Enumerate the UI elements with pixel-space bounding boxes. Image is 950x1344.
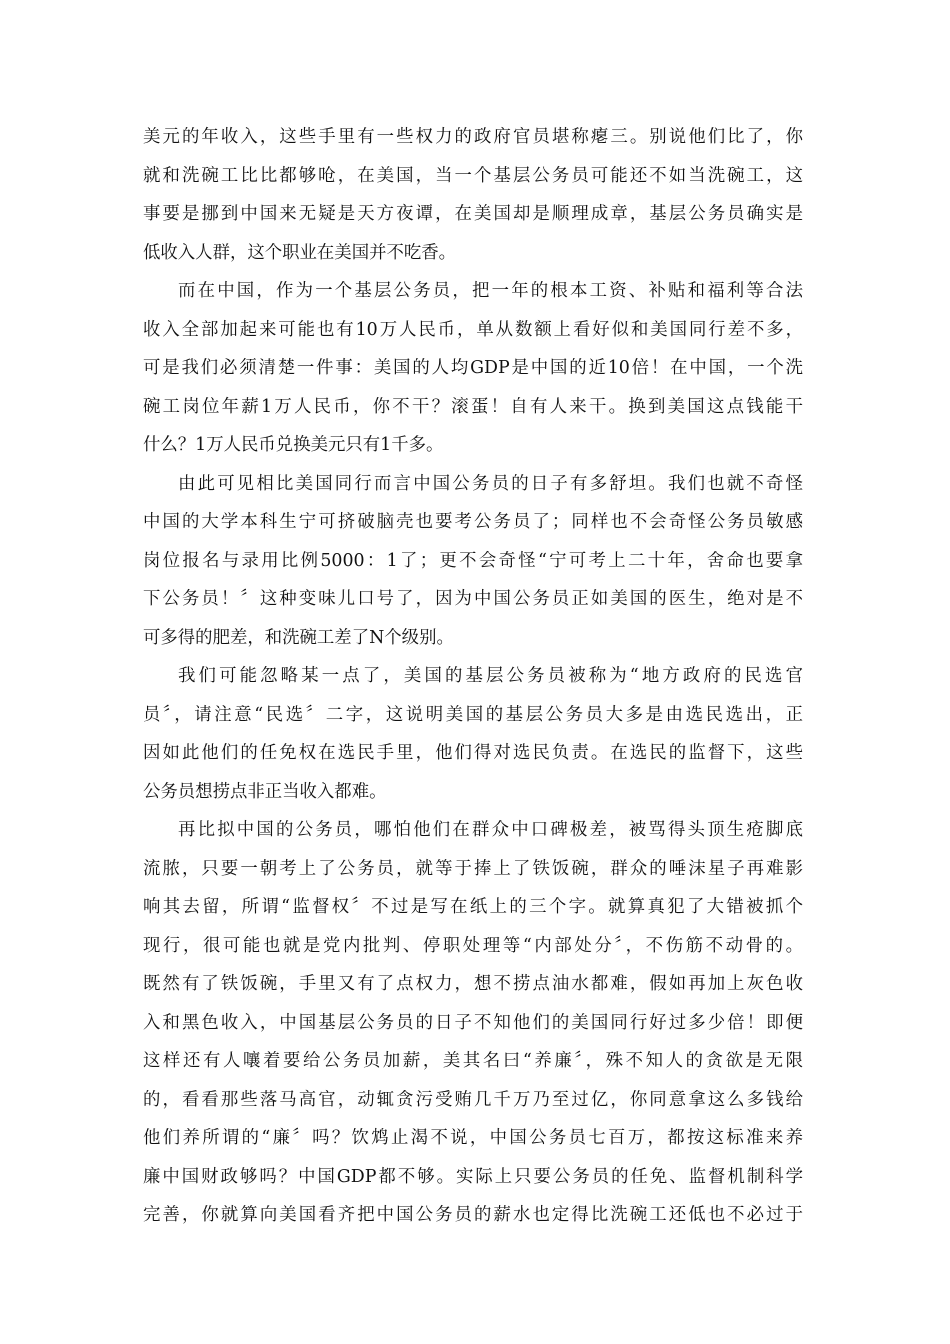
text-line: 公务员想捞点非正当收入都难。 xyxy=(143,781,387,802)
text-line: 什么？1万人民币兑换美元只有1千多。 xyxy=(143,435,444,455)
text-line: 因如此他们的任免权在选民手里，他们得对选民负责。在选民的监督下，这些 xyxy=(143,743,803,763)
paragraph-3 xyxy=(143,465,803,658)
text-line: 碗工岗位年薪1万人民币，你不干？滚蛋！自有人来干。换到美国这点钱能干 xyxy=(143,396,803,417)
text-line: 我们可能忽略某一点了，美国的基层公务员被称为“地方政府的民选官 xyxy=(178,666,803,686)
text-line: 廉中国财政够吗？中国GDP都不够。实际上只要公务员的任免、监督机制科学 xyxy=(143,1166,803,1187)
text-line: 事要是挪到中国来无疑是天方夜谭，在美国却是顺理成章，基层公务员确实是 xyxy=(143,204,803,224)
text-line: 完善，你就算向美国看齐把中国公务员的薪水也定得比洗碗工还低也不必过于 xyxy=(143,1205,803,1225)
text-line: 低收入人群，这个职业在美国并不吃香。 xyxy=(143,242,457,263)
text-line: 可是我们必须清楚一件事：美国的人均GDP是中国的近10倍！在中国，一个洗 xyxy=(143,358,803,378)
text-line: 收入全部加起来可能也有10万人民币，单从数额上看好似和美国同行差不多， xyxy=(143,319,803,340)
text-line: 的，看看那些落马高官，动辄贪污受贿几千万乃至过亿，你同意拿这么多钱给 xyxy=(143,1089,803,1110)
document-page xyxy=(143,118,803,1235)
text-line: 现行，很可能也就是党内批判、停职处理等“内部处分〞，不伤筋不动骨的。 xyxy=(143,935,803,956)
text-line: 可多得的肥差，和洗碗工差了N个级别。 xyxy=(143,627,454,648)
text-line: 既然有了铁饭碗，手里又有了点权力，想不捞点油水都难，假如再加上灰色收 xyxy=(143,974,803,994)
text-line: 下公务员！〞这种变味儿口号了，因为中国公务员正如美国的医生，绝对是不 xyxy=(143,589,803,609)
text-line: 他们养所谓的“廉〞吗？饮鸩止渴不说，中国公务员七百万，都按这标准来养 xyxy=(143,1128,803,1148)
paragraph-2 xyxy=(143,272,803,465)
text-line: 由此可见相比美国同行而言中国公务员的日子有多舒坦。我们也就不奇怪 xyxy=(178,473,803,494)
text-line: 响其去留，所谓“监督权〞不过是写在纸上的三个字。就算真犯了大错被抓个 xyxy=(143,897,803,917)
paragraph-1 xyxy=(143,118,803,272)
text-line: 就和洗碗工比比都够呛，在美国，当一个基层公务员可能还不如当洗碗工，这 xyxy=(143,165,803,186)
text-line: 美元的年收入，这些手里有一些权力的政府官员堪称瘪三。别说他们比了，你 xyxy=(143,127,803,147)
text-line: 而在中国，作为一个基层公务员，把一年的根本工资、补贴和福利等合法 xyxy=(178,281,803,301)
paragraph-4 xyxy=(143,657,803,811)
text-line: 入和黑色收入，中国基层公务员的日子不知他们的美国同行好过多少倍！即便 xyxy=(143,1012,803,1033)
text-line: 流脓，只要一朝考上了公务员，就等于捧上了铁饭碗，群众的唾沫星子再难影 xyxy=(143,858,803,879)
text-line: 员〞，请注意“民选〞二字，这说明美国的基层公务员大多是由选民选出，正 xyxy=(143,704,803,725)
text-line: 再比拟中国的公务员，哪怕他们在群众中口碑极差，被骂得头顶生疮脚底 xyxy=(178,820,803,840)
text-line: 这样还有人嚷着要给公务员加薪，美其名曰“养廉〞，殊不知人的贪欲是无限 xyxy=(143,1051,803,1071)
paragraph-5 xyxy=(143,811,803,1235)
text-line: 岗位报名与录用比例5000：1了；更不会奇怪“宁可考上二十年，舍命也要拿 xyxy=(143,550,803,571)
text-line: 中国的大学本科生宁可挤破脑壳也要考公务员了；同样也不会奇怪公务员敏感 xyxy=(143,512,803,532)
